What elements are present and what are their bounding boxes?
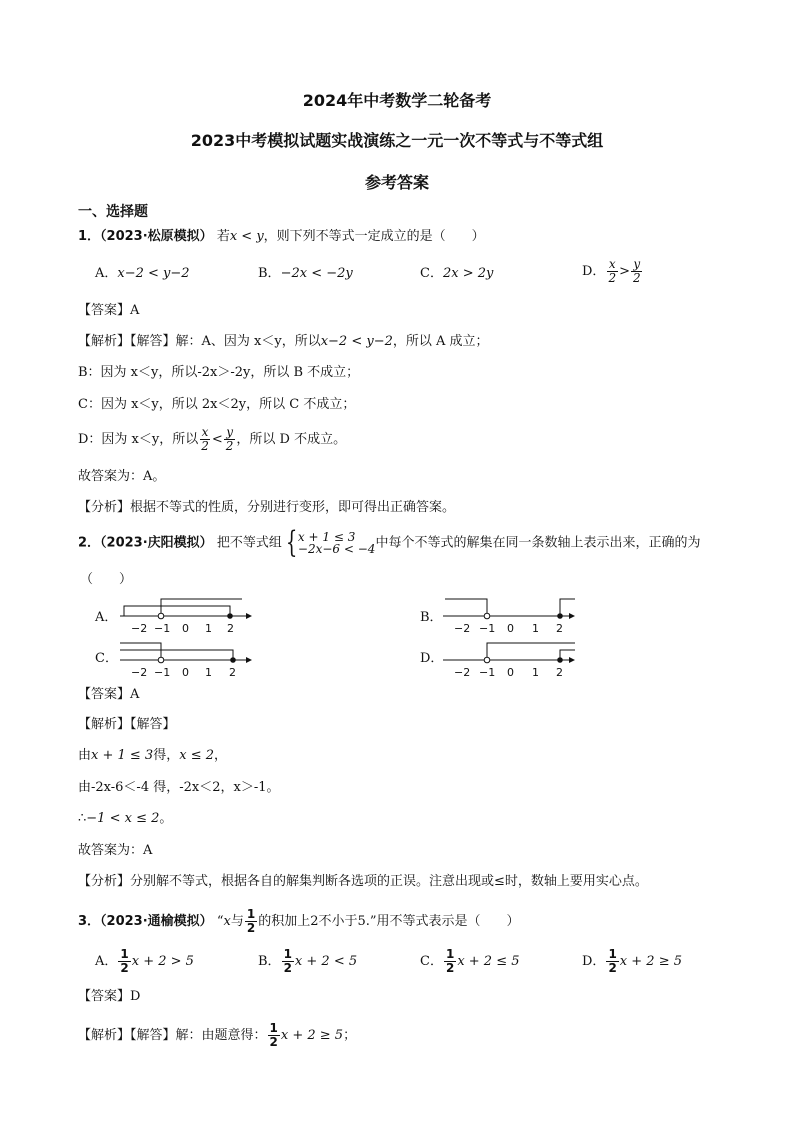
solid-point: [227, 613, 233, 619]
fraction: [282, 948, 294, 975]
explanation-2b: 由-2x-6＜-4 得，-2x＜2，x＞-1。: [78, 780, 280, 795]
option-c: [420, 265, 493, 283]
fraction-num: 1: [246, 907, 256, 921]
math-op: >: [619, 264, 630, 279]
analysis-2: 【分析】分别解不等式，根据各自的解集判断各选项的正误。注意出现或≤时，数轴上要用实心点。: [78, 874, 648, 889]
question-text: 中每个不等式的解集在同一条数轴上表示出来，正确的为: [375, 535, 701, 551]
option-a: [95, 948, 194, 975]
explanation-text: ，所以 D 不成立。: [236, 432, 347, 447]
explanation-text: ；: [343, 1028, 357, 1043]
tick-label: 1: [205, 622, 212, 635]
open-point: [484, 613, 490, 619]
explanation-text: 得，: [153, 748, 180, 763]
tick-label: 0: [182, 622, 189, 635]
math-expr: x + 2 ≥ 5: [619, 954, 682, 969]
analysis-1: 【分析】根据不等式的性质，分别进行变形，即可得出正确答案。: [78, 500, 456, 515]
fraction-den: 2: [225, 439, 234, 453]
option-label: C．: [420, 954, 443, 969]
tick-label: 2: [229, 666, 236, 679]
tick-label: 2: [227, 622, 234, 635]
explanation-text: 由: [78, 748, 92, 763]
tick-label: 0: [507, 666, 514, 679]
title-line-3: 参考答案: [364, 173, 429, 192]
range-bracket: [487, 643, 575, 660]
explanation-1a: [78, 333, 489, 351]
answer-1: 【答案】A: [78, 303, 140, 318]
question-1: [78, 228, 485, 246]
question-text: 把不等式组: [216, 535, 282, 551]
math-expr: 2x > 2y: [442, 266, 494, 281]
option-label: B．: [258, 266, 281, 281]
question-text: ，则下列不等式一定成立的是（ ）: [263, 229, 485, 244]
fraction-num: 1: [269, 1021, 278, 1035]
fraction-den: 2: [608, 271, 617, 285]
tick-label: 0: [507, 622, 514, 635]
answer-2: 【答案】A: [78, 687, 140, 702]
explanation-2c: [78, 810, 172, 828]
math-expr: x < y: [229, 229, 264, 244]
question-3: [78, 908, 520, 935]
question-text: 若: [216, 229, 230, 244]
option-b-label: B．: [420, 610, 443, 625]
open-point: [158, 657, 164, 663]
question-number: 1．: [78, 229, 101, 244]
question-text: 与: [230, 914, 244, 929]
explanation-2a: [78, 747, 227, 765]
inequality-system: [282, 525, 376, 560]
fraction-num: 1: [608, 947, 617, 961]
explanation-3: [78, 1022, 356, 1049]
math-op: <: [211, 432, 223, 447]
arrow-icon: [246, 613, 252, 619]
range-bracket: [124, 606, 230, 616]
explanation-text: 。: [159, 811, 173, 826]
question-text: 的积加上2不小于5.”用不等式表示是（ ）: [258, 914, 520, 929]
option-label: B．: [258, 954, 281, 969]
option-a: [95, 265, 190, 283]
fraction: [268, 1022, 280, 1049]
tick-label: −1: [479, 622, 496, 635]
range-bracket: [120, 650, 233, 660]
math-expr: x + 2 ≤ 5: [457, 954, 520, 969]
option-d-label: D．: [420, 651, 444, 666]
option-label: A．: [95, 954, 118, 969]
tick-label: −2: [131, 666, 148, 679]
solid-point: [557, 613, 563, 619]
open-point: [484, 657, 490, 663]
brace-icon: {: [285, 525, 298, 560]
fraction-den: 2: [201, 439, 209, 453]
title-line-2: 2023中考模拟试题实战演练之一元一次不等式与不等式组: [190, 131, 604, 150]
conclusion-2: 故答案为：A: [78, 843, 153, 858]
conclusion-1: 故答案为：A。: [78, 469, 166, 484]
option-c-label: C．: [95, 651, 118, 666]
system-row: −2x−6 < −4: [297, 542, 376, 556]
fraction-den: 2: [608, 961, 617, 975]
math-expr: −1 < x ≤ 2: [86, 811, 160, 826]
option-a-label: A．: [95, 610, 118, 625]
math-expr: x + 2 < 5: [294, 954, 358, 969]
fraction: [606, 948, 618, 975]
question-number: 2．: [78, 535, 101, 551]
math-expr: x−2 < y−2: [320, 334, 393, 349]
answer-3: 【答案】D: [78, 989, 141, 1004]
explanation-text: ∴: [78, 811, 87, 826]
option-d: [582, 948, 682, 975]
tick-label: 1: [532, 622, 539, 635]
question-source: （2023·庆阳模拟）: [100, 535, 213, 551]
tick-label: −2: [454, 666, 471, 679]
math-expr: x ≤ 2: [179, 748, 214, 763]
tick-label: 2: [556, 666, 563, 679]
math-expr: x + 2 > 5: [131, 954, 194, 969]
fraction-den: 2: [120, 961, 129, 975]
tick-label: −2: [131, 622, 148, 635]
question-source: （2023·松原模拟）: [100, 229, 213, 244]
explanation-1d: [78, 426, 346, 453]
fraction-den: 2: [246, 921, 256, 935]
arrow-icon: [569, 657, 575, 663]
explanation-text: ，: [214, 748, 228, 763]
fraction-den: 2: [269, 1035, 278, 1049]
option-d: [582, 258, 644, 285]
open-point: [158, 613, 164, 619]
explanation-text: ，所以 A 成立；: [392, 334, 489, 349]
option-label: D．: [582, 954, 606, 969]
option-label: D．: [582, 264, 606, 279]
fraction: [444, 948, 456, 975]
question-source: （2023·通榆模拟）: [100, 914, 213, 929]
tick-label: 2: [556, 622, 563, 635]
fraction-den: 2: [445, 961, 455, 975]
solid-point: [557, 657, 563, 663]
tick-label: −1: [479, 666, 496, 679]
option-c: [420, 948, 520, 975]
tick-label: −2: [454, 622, 471, 635]
question-text: “: [216, 914, 224, 929]
explanation-2-head: 【解析】【解答】: [78, 717, 176, 732]
option-label: A．: [95, 266, 118, 281]
explanation-text: 【解析】【解答】解：由题意得：: [78, 1028, 267, 1043]
fraction-num: 1: [283, 947, 292, 961]
fraction: [224, 426, 236, 453]
fraction-num: x: [201, 425, 209, 439]
math-expr: x + 1 ≤ 3: [91, 748, 154, 763]
range-bracket: [445, 599, 487, 616]
fraction: [118, 948, 130, 975]
arrow-icon: [569, 613, 575, 619]
fraction-num: y: [226, 425, 233, 439]
option-b: [258, 265, 353, 283]
range-bracket: [560, 599, 575, 616]
range-bracket: [120, 643, 161, 660]
math-expr: x−2 < y−2: [117, 266, 190, 281]
tick-label: 0: [182, 666, 189, 679]
number-line-a: [118, 594, 258, 636]
fraction: [606, 258, 618, 285]
tick-label: 1: [532, 666, 539, 679]
fraction-num: 1: [120, 947, 129, 961]
number-line-d: [441, 638, 581, 680]
title-line-1: 2024年中考数学二轮备考: [302, 91, 492, 110]
fraction-den: 2: [283, 961, 292, 975]
fraction-num: 1: [445, 947, 455, 961]
section-heading: 一、选择题: [78, 204, 148, 220]
math-expr: x + 2 ≥ 5: [280, 1028, 344, 1043]
tick-label: 1: [205, 666, 212, 679]
fraction: [199, 426, 211, 453]
question-2: [78, 525, 701, 560]
math-expr: −2x < −2y: [280, 266, 353, 281]
explanation-text: 【解析】【解答】解：A、因为 x＜y，所以: [78, 334, 321, 349]
arrow-icon: [246, 657, 252, 663]
number-line-c: [118, 638, 258, 680]
math-expr: x: [223, 914, 231, 929]
tick-label: −1: [154, 622, 171, 635]
fraction: [631, 258, 643, 285]
question-2-paren: （ ）: [80, 572, 133, 587]
fraction-num: y: [633, 257, 641, 271]
explanation-text: D：因为 x＜y，所以: [78, 432, 199, 447]
option-b: [258, 948, 357, 975]
fraction-den: 2: [632, 271, 641, 285]
solid-point: [230, 657, 236, 663]
system-row: x + 1 ≤ 3: [297, 530, 356, 544]
number-line-b: [441, 594, 581, 636]
option-label: C．: [420, 266, 443, 281]
explanation-1c: C：因为 x＜y，所以 2x＜2y，所以 C 不成立；: [78, 397, 356, 412]
fraction-num: x: [608, 257, 616, 271]
tick-label: −1: [154, 666, 171, 679]
fraction: [245, 908, 257, 935]
question-number: 3．: [78, 914, 101, 929]
explanation-1b: B：因为 x＜y，所以-2x＞-2y，所以 B 不成立；: [78, 365, 360, 380]
